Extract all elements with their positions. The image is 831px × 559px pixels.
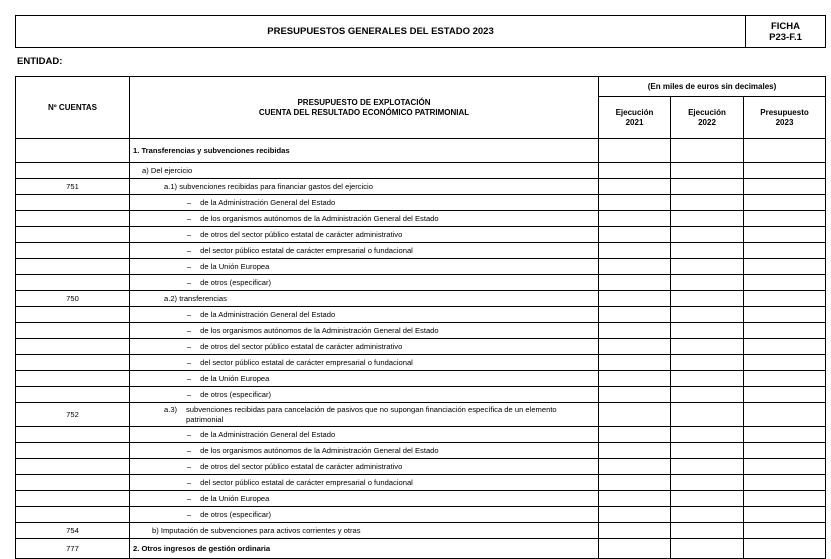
document-title: PRESUPUESTOS GENERALES DEL ESTADO 2023 [16, 16, 746, 48]
row-otros-ingresos: 2. Otros ingresos de gestión ordinaria [130, 539, 599, 559]
row-a3-otros: – de otros (especificar) [130, 507, 599, 523]
ejecucion-2022-header: Ejecución 2022 [671, 97, 744, 139]
budget-table [15, 76, 826, 559]
acct-752: 752 [16, 403, 130, 427]
presupuesto-header-line2: CUENTA DEL RESULTADO ECONÓMICO PATRIMONIAL [258, 107, 470, 117]
row-a1-age: – de la Administración General del Estado [130, 195, 599, 211]
row-a1-empresarial: – del sector público estatal de carácter empresarial o fundacional [130, 243, 599, 259]
ficha-cell [746, 16, 826, 48]
header-table [15, 15, 826, 48]
row-a1: a.1) subvenciones recibidas para financiar gastos del ejercicio [130, 179, 599, 195]
ficha-code: P23-F.1 [769, 31, 802, 43]
cuentas-header: Nº CUENTAS [16, 77, 130, 139]
acct-777: 777 [16, 539, 130, 559]
row-a1-ooaa: – de los organismos autónomos de la Administración General del Estado [130, 211, 599, 227]
row-a3-ue: – de la Unión Europea [130, 491, 599, 507]
row-a3-otros-adm: – de otros del sector público estatal de carácter administrativo [130, 459, 599, 475]
row-a2-otros-adm: – de otros del sector público estatal de carácter administrativo [130, 339, 599, 355]
row-del-ejercicio: a) Del ejercicio [130, 163, 599, 179]
row-a2-ue: – de la Unión Europea [130, 371, 599, 387]
acct-754: 754 [16, 523, 130, 539]
row-a2-otros: – de otros (especificar) [130, 387, 599, 403]
acct-751: 751 [16, 179, 130, 195]
row-a3-text: subvenciones recibidas para cancelación de pasivos que no supongan financiación específica de un elemento patrimonial [186, 404, 557, 424]
ficha-label: FICHA [770, 20, 801, 32]
row-a3-label: a.3) [164, 404, 178, 414]
row-a3 [130, 403, 599, 427]
row-a2-empresarial: – del sector público estatal de carácter empresarial o fundacional [130, 355, 599, 371]
row-a2-age: – de la Administración General del Estado [130, 307, 599, 323]
row-a1-ue: – de la Unión Europea [130, 259, 599, 275]
ejecucion-2021-header: Ejecución 2021 [599, 97, 671, 139]
row-a2-ooaa: – de los organismos autónomos de la Administración General del Estado [130, 323, 599, 339]
row-a3-empresarial: – del sector público estatal de carácter empresarial o fundacional [130, 475, 599, 491]
row-b: b) Imputación de subvenciones para activos corrientes y otras [130, 523, 599, 539]
presupuesto-header [130, 77, 599, 139]
row-transferencias: 1. Transferencias y subvenciones recibidas [130, 139, 599, 163]
entidad-label: ENTIDAD: [17, 56, 63, 67]
row-a3-ooaa: – de los organismos autónomos de la Administración General del Estado [130, 443, 599, 459]
row-a3-age: – de la Administración General del Estado [130, 427, 599, 443]
row-a1-otros: – de otros (especificar) [130, 275, 599, 291]
row-a2: a.2) transferencias [130, 291, 599, 307]
units-header: (En miles de euros sin decimales) [599, 77, 826, 97]
presupuesto-header-line1: PRESUPUESTO DE EXPLOTACIÓN [297, 97, 431, 107]
acct-750: 750 [16, 291, 130, 307]
presupuesto-2023-header: Presupuesto 2023 [744, 97, 826, 139]
row-a1-otros-adm: – de otros del sector público estatal de carácter administrativo [130, 227, 599, 243]
